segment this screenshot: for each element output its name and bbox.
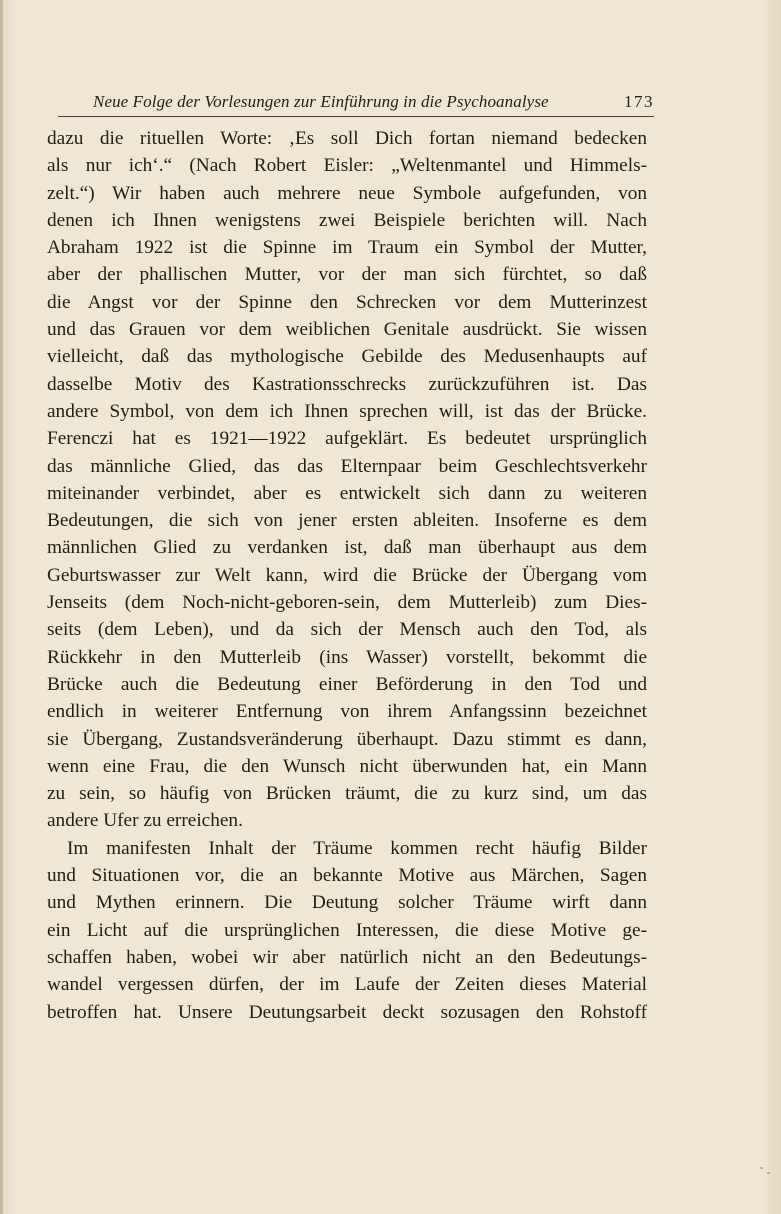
text-line: wandel vergessen dürfen, der im Laufe der Zeiten dieses Material (47, 974, 647, 996)
text-line: Jenseits (dem Noch-nicht-geboren-sein, dem Mutterleib) zum Dies- (47, 592, 647, 614)
text-line: wenn eine Frau, die den Wunsch nicht überwunden hat, ein Mann (47, 755, 647, 777)
text-line: und Mythen erinnern. Die Deutung solcher Träume wirft dann (47, 892, 647, 914)
text-line: und Situationen vor, die an bekannte Motive aus Märchen, Sagen (47, 865, 647, 887)
header-title: Neue Folge der Vorlesungen zur Einführung in die Psychoanalyse (93, 92, 549, 111)
text-line: Bedeutungen, die sich von jener ersten ableiten. Insoferne es dem (47, 510, 647, 532)
text-line: Abraham 1922 ist die Spinne im Traum ein Symbol der Mutter, (47, 237, 647, 259)
running-header (58, 86, 654, 117)
body-text (47, 125, 647, 1026)
page-number: 173 (624, 92, 654, 111)
text-line: Rückkehr in den Mutterleib (ins Wasser) vorstellt, bekommt die (47, 646, 647, 668)
text-line: schaffen haben, wobei wir aber natürlich nicht an den Bedeutungs- (47, 946, 647, 968)
text-line: dasselbe Motiv des Kastrationsschrecks zurückzuführen ist. Das (47, 373, 647, 395)
text-line: zu sein, so häufig von Brücken träumt, die zu kurz sind, um das (47, 783, 647, 805)
text-line: betroffen hat. Unsere Deutungsarbeit deckt sozusagen den Rohstoff (47, 1001, 647, 1023)
paragraph-end-line: andere Ufer zu erreichen. (47, 810, 243, 832)
text-line: zelt.“) Wir haben auch mehrere neue Symbole aufgefunden, von (47, 182, 647, 204)
text-line: und das Grauen vor dem weiblichen Genitale ausdrückt. Sie wissen (47, 319, 647, 341)
page-edge (0, 0, 3, 1214)
text-line: andere Symbol, von dem ich Ihnen sprechen will, ist das der Brücke. (47, 400, 647, 422)
text-line: endlich in weiterer Entfernung von ihrem Anfangssinn bezeichnet (47, 701, 647, 723)
text-line: ein Licht auf die ursprünglichen Interessen, die diese Motive ge- (47, 919, 647, 941)
paragraph-start-line: Im manifesten Inhalt der Träume kommen recht häufig Bilder (67, 837, 647, 859)
text-line: Brücke auch die Bedeutung einer Beförderung in den Tod und (47, 673, 647, 695)
text-line: denen ich Ihnen wenigstens zwei Beispiele berichten will. Nach (47, 209, 647, 231)
text-line: miteinander verbindet, aber es entwickelt sich dann zu weiteren (47, 482, 647, 504)
text-line: als nur ich‘.“ (Nach Robert Eisler: „Weltenmantel und Himmels- (47, 155, 647, 177)
text-line: Geburtswasser zur Welt kann, wird die Brücke der Übergang vom (47, 564, 647, 586)
text-line: aber der phallischen Mutter, vor der man sich fürchtet, so daß (47, 264, 647, 286)
text-line: seits (dem Leben), und da sich der Mensch auch den Tod, als (47, 619, 647, 641)
text-line: vielleicht, daß das mythologische Gebilde des Medusenhaupts auf (47, 346, 647, 368)
text-line: sie Übergang, Zustandsveränderung überhaupt. Dazu stimmt es dann, (47, 728, 647, 750)
text-line: Ferenczi hat es 1921—1922 aufgeklärt. Es bedeutet ursprünglich (47, 428, 647, 450)
paper-speck (767, 1172, 770, 1174)
text-line: dazu die rituellen Worte: ‚Es soll Dich fortan niemand bedecken (47, 128, 647, 149)
text-line: männlichen Glied zu verdanken ist, daß man überhaupt aus dem (47, 537, 647, 559)
text-line: das männliche Glied, das das Elternpaar beim Geschlechtsverkehr (47, 455, 647, 477)
paper-speck (760, 1167, 763, 1169)
text-line: die Angst vor der Spinne den Schrecken vor dem Mutterinzest (47, 291, 647, 313)
